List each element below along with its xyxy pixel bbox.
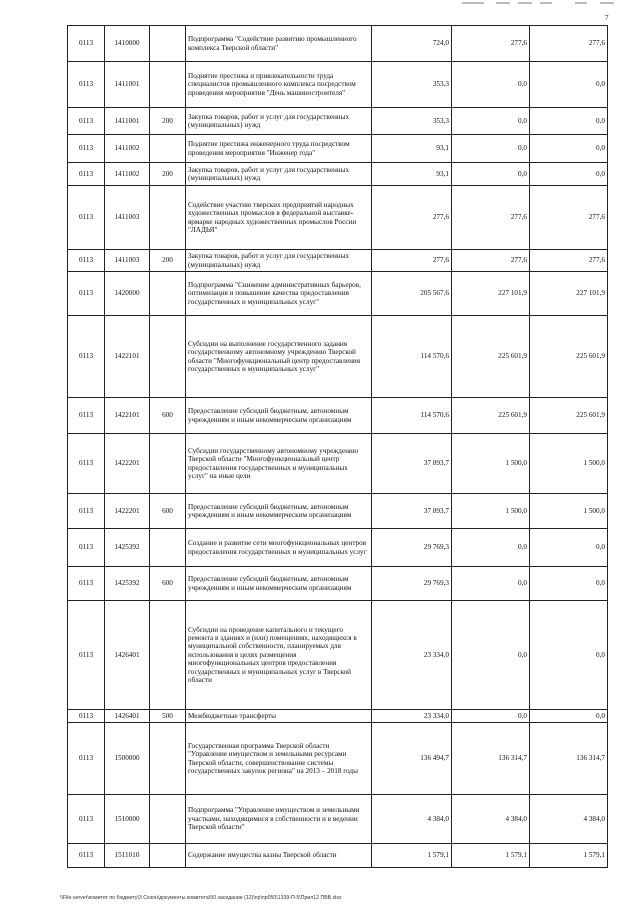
- target-code-cell: 1511010: [105, 844, 150, 868]
- amount-3-cell: 0,0: [530, 163, 608, 186]
- item-name-cell: Содействие участию тверских предприятий народных художественных промыслов в федеральной выставке-ярмарке народных художественных промыслов России "ЛАДЬЯ": [186, 186, 372, 250]
- amount-1-cell: 23 334,0: [372, 601, 452, 710]
- table-row: [68, 250, 608, 272]
- amount-2-cell: 225 601,9: [452, 398, 530, 434]
- section-cell: 0113: [68, 62, 105, 108]
- target-code-cell: 1422201: [105, 494, 150, 529]
- amount-3-cell: 0,0: [530, 529, 608, 567]
- amount-3-cell: 0,0: [530, 108, 608, 135]
- amount-1-cell: 277,6: [372, 250, 452, 272]
- amount-1-cell: 93,1: [372, 163, 452, 186]
- target-code-cell: 1426401: [105, 710, 150, 723]
- item-name-cell: Предоставление субсидий бюджетным, автономным учреждениям и иным некоммерческим организациям: [186, 494, 372, 529]
- item-name-cell: Субсидии на проведение капитального и текущего ремонта в зданиях и (или) помещениях, находящихся в муниципальной собственности, планируемых для использования в целях размещения многофункциональных центров предоставления государственных и муниципальных услуг в Тверской области: [186, 601, 372, 710]
- expense-type-cell: [150, 316, 186, 398]
- item-name-cell: Подпрограмма "Содействие развитию промышленного комплекса Тверской области": [186, 26, 372, 62]
- table-row: [68, 135, 608, 163]
- amount-3-cell: 225 601,9: [530, 316, 608, 398]
- section-cell: 0113: [68, 250, 105, 272]
- expense-type-cell: [150, 844, 186, 868]
- amount-2-cell: 0,0: [452, 710, 530, 723]
- amount-1-cell: 1 579,1: [372, 844, 452, 868]
- expense-type-cell: 600: [150, 494, 186, 529]
- expense-type-cell: [150, 272, 186, 316]
- section-cell: 0113: [68, 186, 105, 250]
- section-cell: 0113: [68, 494, 105, 529]
- section-cell: 0113: [68, 795, 105, 844]
- amount-2-cell: 225 601,9: [452, 316, 530, 398]
- amount-3-cell: 0,0: [530, 62, 608, 108]
- expense-type-cell: 500: [150, 710, 186, 723]
- amount-3-cell: 277,6: [530, 250, 608, 272]
- section-cell: 0113: [68, 316, 105, 398]
- expense-type-cell: 200: [150, 163, 186, 186]
- item-name-cell: Закупка товаров, работ и услуг для государственных (муниципальных) нужд: [186, 163, 372, 186]
- table-row: [68, 795, 608, 844]
- item-name-cell: Закупка товаров, работ и услуг для государственных (муниципальных) нужд: [186, 108, 372, 135]
- section-cell: 0113: [68, 723, 105, 795]
- expense-type-cell: [150, 434, 186, 494]
- amount-1-cell: 205 567,6: [372, 272, 452, 316]
- table-row: [68, 316, 608, 398]
- item-name-cell: Подпрограмма "Снижение административных барьеров, оптимизация и повышение качества предоставления государственных и муниципальных услуг": [186, 272, 372, 316]
- target-code-cell: 1411001: [105, 62, 150, 108]
- target-code-cell: 1422101: [105, 316, 150, 398]
- expense-type-cell: 600: [150, 398, 186, 434]
- table-row: [68, 844, 608, 868]
- table-row: [68, 26, 608, 62]
- item-name-cell: Закупка товаров, работ и услуг для государственных (муниципальных) нужд: [186, 250, 372, 272]
- target-code-cell: 1411003: [105, 186, 150, 250]
- amount-3-cell: 225 601,9: [530, 398, 608, 434]
- amount-1-cell: 4 384,0: [372, 795, 452, 844]
- section-cell: 0113: [68, 434, 105, 494]
- amount-1-cell: 29 769,3: [372, 567, 452, 601]
- expense-type-cell: [150, 601, 186, 710]
- amount-3-cell: 227 101,9: [530, 272, 608, 316]
- section-cell: 0113: [68, 163, 105, 186]
- target-code-cell: 1422201: [105, 434, 150, 494]
- section-cell: 0113: [68, 108, 105, 135]
- target-code-cell: 1411002: [105, 163, 150, 186]
- top-edge-marks: [0, 2, 640, 8]
- amount-2-cell: 4 384,0: [452, 795, 530, 844]
- page-number: 7: [605, 14, 609, 22]
- amount-2-cell: 0,0: [452, 163, 530, 186]
- amount-1-cell: 29 769,3: [372, 529, 452, 567]
- table-row: [68, 272, 608, 316]
- amount-3-cell: 0,0: [530, 601, 608, 710]
- amount-2-cell: 0,0: [452, 529, 530, 567]
- amount-2-cell: 0,0: [452, 135, 530, 163]
- table-row: [68, 710, 608, 723]
- amount-1-cell: 724,0: [372, 26, 452, 62]
- file-path-footer: \\File-server\комитет по бюджету\3 Сезон\документы комитета\50 заседание (12)\пр\пр050\1339-П-5\Прил12 ПВВ.xlsx: [60, 895, 342, 901]
- target-code-cell: 1420000: [105, 272, 150, 316]
- amount-2-cell: 0,0: [452, 62, 530, 108]
- item-name-cell: Подпрограмма "Управление имуществом и земельными участками, находящимися в собственности и в ведении Тверской области": [186, 795, 372, 844]
- item-name-cell: Субсидии на выполнение государственного задания государственному автономному учреждению Тверской области "Многофункциональный центр предоставления государственных и муниципальных услуг": [186, 316, 372, 398]
- amount-1-cell: 37 893,7: [372, 434, 452, 494]
- item-name-cell: Содержание имущества казны Тверской области: [186, 844, 372, 868]
- target-code-cell: 1411002: [105, 135, 150, 163]
- table-body: [68, 26, 608, 868]
- amount-2-cell: 277,6: [452, 26, 530, 62]
- table-row: [68, 494, 608, 529]
- expense-type-cell: 600: [150, 567, 186, 601]
- section-cell: 0113: [68, 710, 105, 723]
- amount-2-cell: 0,0: [452, 567, 530, 601]
- budget-table: [67, 25, 608, 868]
- target-code-cell: 1411003: [105, 250, 150, 272]
- expense-type-cell: [150, 795, 186, 844]
- target-code-cell: 1411001: [105, 108, 150, 135]
- section-cell: 0113: [68, 529, 105, 567]
- table-row: [68, 529, 608, 567]
- item-name-cell: Предоставление субсидий бюджетным, автономным учреждениям и иным некоммерческим организациям: [186, 567, 372, 601]
- expense-type-cell: 200: [150, 108, 186, 135]
- section-cell: 0113: [68, 272, 105, 316]
- amount-1-cell: 93,1: [372, 135, 452, 163]
- table-row: [68, 186, 608, 250]
- amount-3-cell: 0,0: [530, 567, 608, 601]
- item-name-cell: Предоставление субсидий бюджетным, автономным учреждениям и иным некоммерческим организациям: [186, 398, 372, 434]
- amount-1-cell: 353,3: [372, 108, 452, 135]
- item-name-cell: Субсидии государственному автономному учреждению Тверской области "Многофункциональный центр предоставления государственных и муниципальных услуг" на иные цели: [186, 434, 372, 494]
- amount-3-cell: 1 500,0: [530, 434, 608, 494]
- amount-3-cell: 136 314,7: [530, 723, 608, 795]
- table-row: [68, 108, 608, 135]
- amount-2-cell: 1 579,1: [452, 844, 530, 868]
- table-row: [68, 723, 608, 795]
- item-name-cell: Создание и развитие сети многофункциональных центров предоставления государственных и муниципальных услуг: [186, 529, 372, 567]
- amount-3-cell: 277,6: [530, 186, 608, 250]
- table-row: [68, 62, 608, 108]
- amount-2-cell: 1 500,0: [452, 494, 530, 529]
- item-name-cell: Поднятие престижа и привлекательности труда специалистов промышленного комплекса посредством проведения мероприятия "День машиностроителя": [186, 62, 372, 108]
- amount-1-cell: 277,6: [372, 186, 452, 250]
- table-row: [68, 434, 608, 494]
- amount-1-cell: 37 893,7: [372, 494, 452, 529]
- amount-2-cell: 1 500,0: [452, 434, 530, 494]
- amount-3-cell: 277,6: [530, 26, 608, 62]
- expense-type-cell: [150, 529, 186, 567]
- target-code-cell: 1510000: [105, 795, 150, 844]
- amount-3-cell: 1 579,1: [530, 844, 608, 868]
- expense-type-cell: [150, 62, 186, 108]
- section-cell: 0113: [68, 135, 105, 163]
- expense-type-cell: 200: [150, 250, 186, 272]
- section-cell: 0113: [68, 398, 105, 434]
- item-name-cell: Государственная программа Тверской области "Управление имуществом и земельными ресурсами Тверской области, совершенствование системы государственных закупок региона" на 2013 – 2018 годы: [186, 723, 372, 795]
- amount-2-cell: 0,0: [452, 108, 530, 135]
- expense-type-cell: [150, 26, 186, 62]
- section-cell: 0113: [68, 567, 105, 601]
- amount-2-cell: 136 314,7: [452, 723, 530, 795]
- table-row: [68, 163, 608, 186]
- amount-3-cell: 4 384,0: [530, 795, 608, 844]
- amount-2-cell: 277,6: [452, 250, 530, 272]
- amount-3-cell: 1 500,0: [530, 494, 608, 529]
- amount-1-cell: 114 570,6: [372, 316, 452, 398]
- target-code-cell: 1425392: [105, 529, 150, 567]
- amount-2-cell: 227 101,9: [452, 272, 530, 316]
- amount-1-cell: 23 334,0: [372, 710, 452, 723]
- section-cell: 0113: [68, 601, 105, 710]
- table-row: [68, 601, 608, 710]
- target-code-cell: 1425392: [105, 567, 150, 601]
- item-name-cell: Межбюджетные трансферты: [186, 710, 372, 723]
- table-row: [68, 398, 608, 434]
- amount-1-cell: 136 494,7: [372, 723, 452, 795]
- target-code-cell: 1422101: [105, 398, 150, 434]
- item-name-cell: Поднятие престижа инженерного труда посредством проведения мероприятия "Инженер года": [186, 135, 372, 163]
- target-code-cell: 1426401: [105, 601, 150, 710]
- target-code-cell: 1500000: [105, 723, 150, 795]
- section-cell: 0113: [68, 844, 105, 868]
- amount-1-cell: 114 570,6: [372, 398, 452, 434]
- amount-1-cell: 353,3: [372, 62, 452, 108]
- table-row: [68, 567, 608, 601]
- amount-3-cell: 0,0: [530, 135, 608, 163]
- section-cell: 0113: [68, 26, 105, 62]
- expense-type-cell: [150, 135, 186, 163]
- amount-3-cell: 0,0: [530, 710, 608, 723]
- target-code-cell: 1410000: [105, 26, 150, 62]
- amount-2-cell: 0,0: [452, 601, 530, 710]
- expense-type-cell: [150, 186, 186, 250]
- expense-type-cell: [150, 723, 186, 795]
- amount-2-cell: 277,6: [452, 186, 530, 250]
